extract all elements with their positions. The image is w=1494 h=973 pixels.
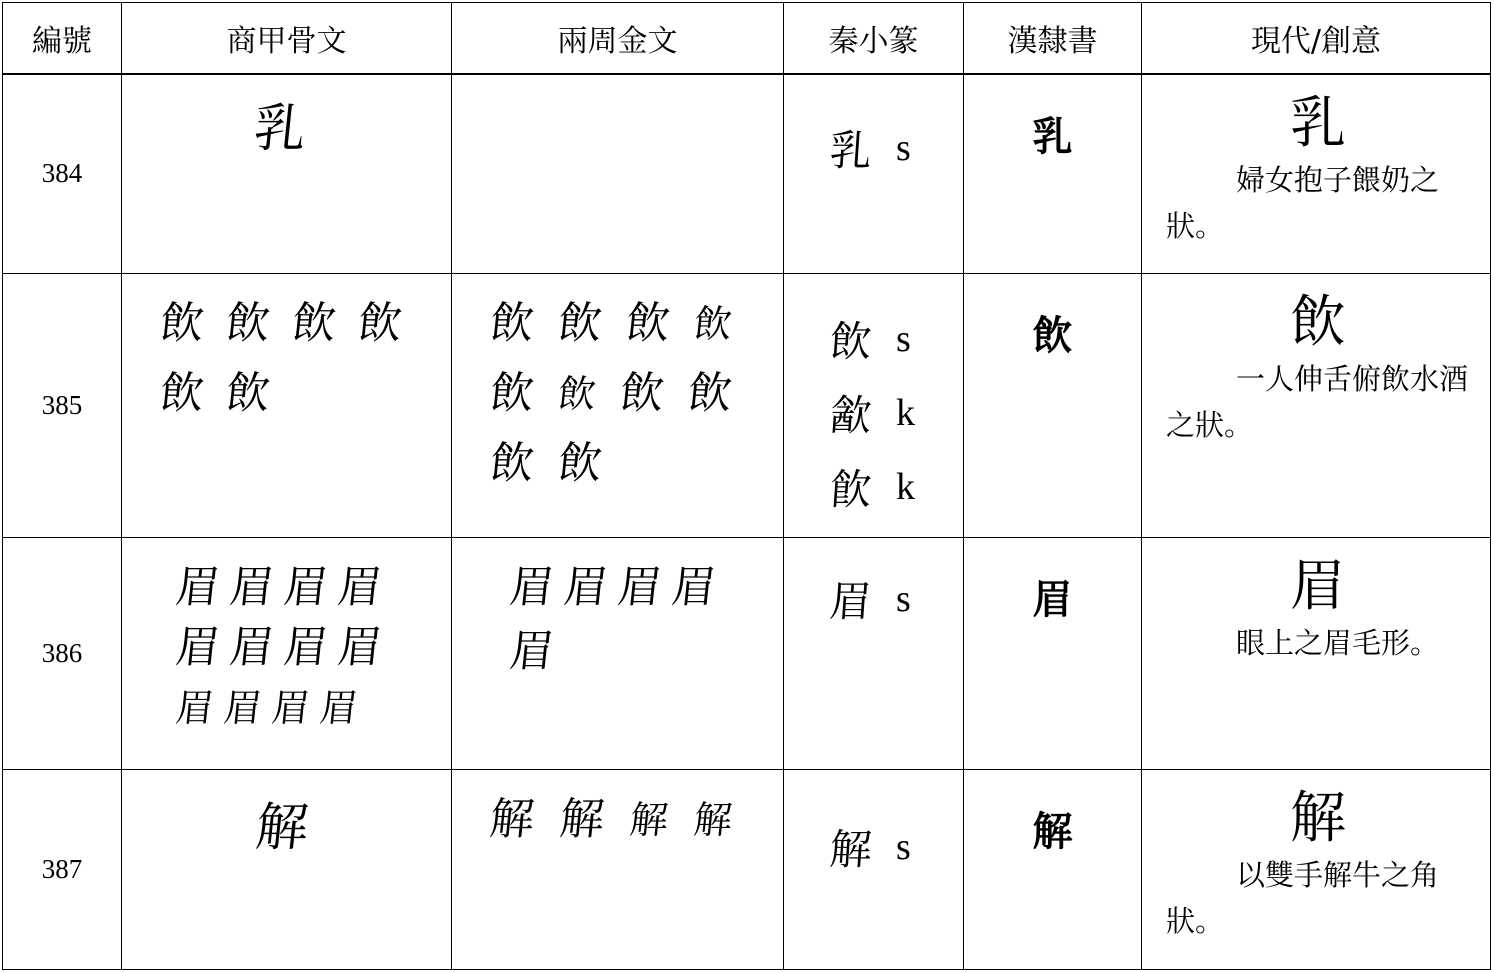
oracle-glyph: 眉	[317, 685, 359, 730]
seal-tag: s	[896, 825, 911, 868]
bronze-cell	[452, 769, 784, 969]
seal-entry	[830, 810, 963, 884]
bronze-glyph: 飲	[487, 297, 535, 349]
header-modern: 現代/創意	[1142, 3, 1491, 75]
bronze-glyph: 飲	[691, 301, 733, 346]
modern-character: 解	[1290, 785, 1346, 851]
oracle-glyph: 眉	[227, 561, 275, 613]
bronze-glyph: 飲	[555, 371, 597, 416]
table-row	[3, 74, 1491, 273]
bronze-glyph: 解	[691, 797, 733, 842]
clerical-cell	[964, 537, 1142, 769]
oracle-glyph: 眉	[173, 685, 215, 730]
clerical-glyph: 解	[1032, 808, 1073, 855]
oracle-bone-cell	[122, 537, 452, 769]
oracle-glyph: 眉	[221, 685, 263, 730]
entry-number: 386	[3, 537, 122, 769]
oracle-glyph: 乳	[250, 99, 308, 159]
header-number: 編號	[3, 3, 122, 75]
oracle-glyph: 眉	[269, 685, 311, 730]
bronze-glyph: 解	[487, 793, 535, 845]
clerical-cell	[964, 769, 1142, 969]
modern-character: 飲	[1290, 289, 1346, 355]
bronze-cell	[452, 537, 784, 769]
meaning-text: 眼上之眉毛形。	[1236, 625, 1440, 660]
bronze-glyph: 飲	[623, 297, 671, 349]
seal-glyph: 飲	[828, 316, 874, 366]
header-row	[3, 3, 1491, 75]
seal-entry	[830, 376, 963, 450]
seal-cell	[784, 273, 964, 537]
seal-entry	[830, 111, 963, 185]
oracle-glyph: 眉	[335, 621, 383, 673]
seal-entry	[830, 302, 963, 376]
bronze-glyph: 飲	[617, 367, 665, 419]
bronze-cell	[452, 273, 784, 537]
seal-cell	[784, 769, 964, 969]
entry-number: 387	[3, 769, 122, 969]
oracle-glyph: 眉	[281, 621, 329, 673]
meaning-text: 以雙手解牛之角狀。	[1166, 857, 1440, 938]
table-row	[3, 273, 1491, 537]
modern-cell	[1142, 273, 1491, 537]
bronze-glyph: 眉	[507, 561, 555, 613]
seal-tag: s	[896, 127, 911, 169]
meaning-text: 婦女抱子餵奶之狀。	[1166, 163, 1440, 243]
bronze-glyph: 眉	[669, 561, 717, 613]
seal-tag: s	[896, 577, 911, 620]
bronze-glyph: 眉	[561, 561, 609, 613]
oracle-glyph: 飲	[289, 297, 337, 349]
oracle-glyph: 飲	[355, 297, 403, 349]
seal-glyph: 眉	[828, 576, 874, 626]
clerical-cell	[964, 74, 1142, 273]
modern-character: 乳	[1290, 91, 1346, 156]
oracle-glyph: 飲	[157, 297, 205, 349]
header-oracle-bone: 商甲骨文	[122, 3, 452, 75]
bronze-glyph: 飲	[555, 437, 603, 489]
oracle-glyph: 飲	[223, 297, 271, 349]
oracle-glyph: 飲	[157, 367, 205, 419]
bronze-glyph: 眉	[615, 561, 663, 613]
seal-tag: k	[896, 465, 915, 508]
header-small-seal: 秦小篆	[784, 3, 964, 75]
clerical-cell	[964, 273, 1142, 537]
oracle-glyph: 眉	[173, 621, 221, 673]
oracle-glyph: 眉	[227, 621, 275, 673]
clerical-glyph: 眉	[1032, 576, 1073, 623]
entry-number: 385	[3, 273, 122, 537]
meaning-text: 一人伸舌俯飲水酒之狀。	[1166, 361, 1469, 442]
seal-entry	[830, 450, 963, 524]
character-evolution-table	[2, 2, 1491, 970]
seal-cell	[784, 74, 964, 273]
oracle-glyph: 眉	[281, 561, 329, 613]
clerical-glyph: 乳	[1032, 114, 1073, 160]
table-row	[3, 537, 1491, 769]
modern-character: 眉	[1290, 553, 1346, 619]
oracle-glyph: 解	[252, 797, 310, 858]
modern-cell	[1142, 74, 1491, 273]
seal-tag: s	[896, 317, 911, 360]
seal-glyph: 㱃	[828, 390, 874, 440]
table-row	[3, 769, 1491, 969]
entry-number: 384	[3, 74, 122, 273]
oracle-bone-cell	[122, 273, 452, 537]
bronze-glyph: 飲	[487, 437, 535, 489]
bronze-glyph: 解	[557, 793, 605, 845]
bronze-glyph: 飲	[685, 367, 733, 419]
oracle-bone-cell	[122, 74, 452, 273]
bronze-glyph: 飲	[555, 297, 603, 349]
seal-glyph: 飮	[828, 464, 874, 514]
oracle-glyph: 飲	[223, 367, 271, 419]
oracle-bone-cell	[122, 769, 452, 969]
oracle-glyph: 眉	[173, 561, 221, 613]
modern-cell	[1142, 537, 1491, 769]
seal-glyph: 乳	[828, 126, 874, 175]
bronze-glyph: 解	[627, 797, 669, 842]
oracle-glyph: 眉	[335, 561, 383, 613]
seal-entry	[830, 562, 963, 636]
bronze-glyph: 眉	[507, 625, 555, 677]
modern-cell	[1142, 769, 1491, 969]
clerical-glyph: 飲	[1032, 312, 1073, 359]
header-bronze: 兩周金文	[452, 3, 784, 75]
header-clerical: 漢隸書	[964, 3, 1142, 75]
seal-cell	[784, 537, 964, 769]
seal-tag: k	[896, 391, 915, 434]
bronze-glyph: 飲	[487, 367, 535, 419]
bronze-cell	[452, 74, 784, 273]
seal-glyph: 解	[828, 824, 874, 874]
